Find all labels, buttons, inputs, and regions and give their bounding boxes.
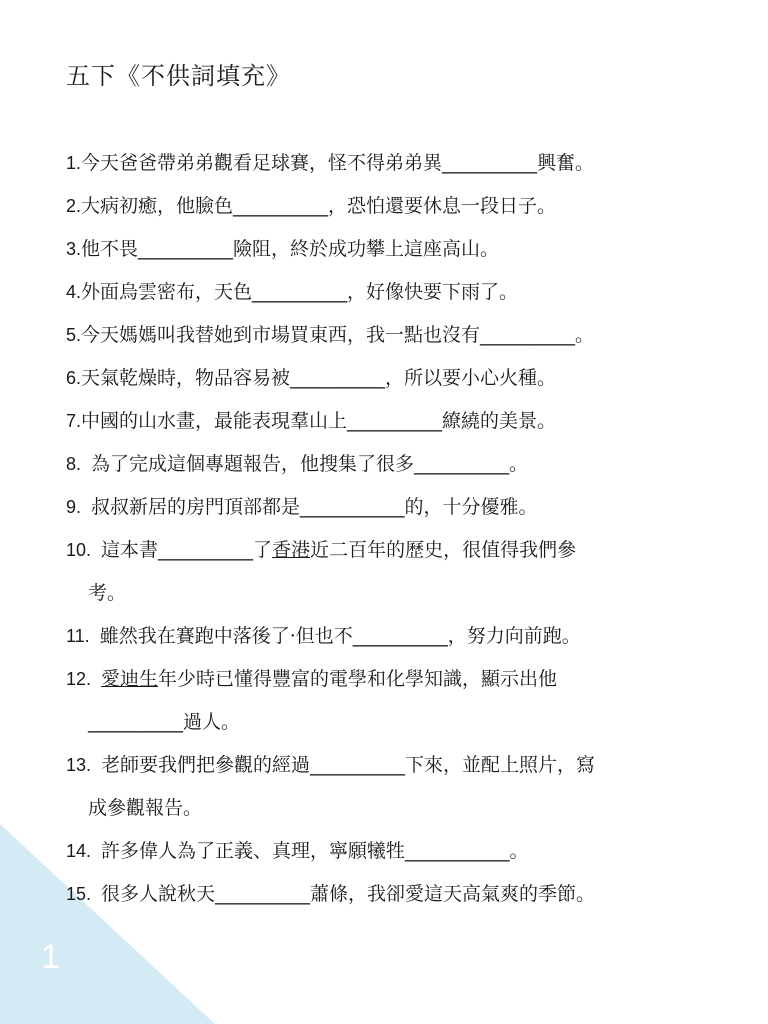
- underlined-proper-noun: 愛迪生: [101, 668, 159, 690]
- answer-blank[interactable]: __________: [310, 754, 406, 776]
- question-9: [66, 486, 726, 529]
- question-number: 8.: [66, 454, 82, 474]
- question-number: 10.: [66, 540, 92, 560]
- question-10: [66, 529, 726, 615]
- question-text: 天氣乾燥時，物品容易被: [81, 367, 291, 389]
- question-7: [66, 400, 726, 443]
- question-text: 興奮。: [537, 152, 595, 174]
- question-text: 大病初癒，他臉色: [81, 195, 234, 217]
- question-text: 的，十分優雅。: [404, 496, 538, 518]
- question-text: 外面烏雲密布，天色: [81, 281, 253, 303]
- answer-blank[interactable]: __________: [215, 883, 311, 905]
- question-text: 。: [509, 840, 529, 862]
- answer-blank[interactable]: ___________: [300, 496, 405, 518]
- question-text: 了: [253, 539, 273, 561]
- question-text: 今天媽媽叫我替她到市場買東西，我一點也沒有: [81, 324, 481, 346]
- question-13: [66, 744, 726, 830]
- question-text: 下來，並配上照片，寫: [405, 754, 596, 776]
- question-text: 繚繞的美景。: [442, 410, 557, 432]
- question-text: 今天爸爸帶弟弟觀看足球賽，怪不得弟弟異: [81, 152, 443, 174]
- underlined-proper-noun: 香港: [272, 539, 311, 561]
- question-number: 14.: [66, 841, 92, 861]
- question-text: 為了完成這個專題報告，他搜集了很多: [91, 453, 415, 475]
- question-text: 他不畏: [81, 238, 139, 260]
- question-text: 許多偉人為了正義、真理，寧願犧牲: [101, 840, 406, 862]
- question-text: 老師要我們把參觀的經過: [101, 754, 311, 776]
- question-1: [66, 142, 726, 185]
- question-text: 近二百年的歷史，很值得我們參: [310, 539, 577, 561]
- answer-blank[interactable]: __________: [233, 195, 329, 217]
- question-14: [66, 830, 726, 873]
- answer-blank[interactable]: __________: [414, 453, 510, 475]
- question-text-continued: [66, 701, 726, 744]
- question-text: 中國的山水畫，最能表現羣山上: [81, 410, 348, 432]
- answer-blank[interactable]: __________: [347, 410, 443, 432]
- question-5: [66, 314, 726, 357]
- question-text: 險阻，終於成功攀上這座高山。: [233, 238, 500, 260]
- question-number: 13.: [66, 755, 92, 775]
- question-number: 1.: [66, 153, 82, 173]
- question-number: 5.: [66, 325, 82, 345]
- question-text-continued: 考。: [88, 582, 127, 604]
- question-2: [66, 185, 726, 228]
- question-number: 4.: [66, 282, 82, 302]
- question-12: [66, 658, 726, 744]
- answer-blank[interactable]: __________: [352, 625, 448, 647]
- question-text: 過人。: [183, 711, 241, 733]
- question-8: [66, 443, 726, 486]
- question-number: 12.: [66, 669, 92, 689]
- question-number: 9.: [66, 497, 82, 517]
- question-number: 11.: [66, 626, 90, 646]
- question-15: [66, 873, 726, 916]
- question-number: 7.: [66, 411, 82, 431]
- question-text: 叔叔新居的房門頂部都是: [91, 496, 301, 518]
- question-number: 3.: [66, 239, 82, 259]
- question-text: ，好像快要下雨了。: [347, 281, 519, 303]
- answer-blank[interactable]: __________: [252, 281, 348, 303]
- question-text: 年少時已懂得豐富的電學和化學知識，顯示出他: [158, 668, 558, 690]
- question-6: [66, 357, 726, 400]
- answer-blank[interactable]: __________: [138, 238, 234, 260]
- question-text: 這本書: [101, 539, 159, 561]
- worksheet-title: 五下《不供詞填充》: [66, 62, 291, 90]
- question-text: 雖然我在賽跑中落後了‧但也不: [99, 625, 353, 647]
- question-11: [66, 615, 726, 658]
- page-number: 1: [41, 938, 60, 976]
- question-number: 2.: [66, 196, 82, 216]
- question-text: ，努力向前跑。: [447, 625, 581, 647]
- answer-blank[interactable]: __________: [158, 539, 254, 561]
- question-text: ，所以要小心火種。: [385, 367, 557, 389]
- answer-blank[interactable]: __________: [88, 711, 183, 733]
- question-text-continued: 成參觀報告。: [88, 797, 203, 819]
- answer-blank[interactable]: __________: [442, 152, 538, 174]
- question-4: [66, 271, 726, 314]
- question-text: ，恐怕還要休息一段日子。: [328, 195, 557, 217]
- answer-blank[interactable]: __________: [290, 367, 386, 389]
- answer-blank[interactable]: ___________: [405, 840, 510, 862]
- question-number: 6.: [66, 368, 82, 388]
- question-text: 很多人說秋天: [101, 883, 216, 905]
- question-list: [66, 142, 726, 916]
- question-text: 蕭條，我卻愛這天高氣爽的季節。: [310, 883, 596, 905]
- question-number: 15.: [66, 884, 92, 904]
- question-text: 。: [509, 453, 529, 475]
- question-3: [66, 228, 726, 271]
- answer-blank[interactable]: __________: [480, 324, 576, 346]
- question-text: 。: [575, 324, 595, 346]
